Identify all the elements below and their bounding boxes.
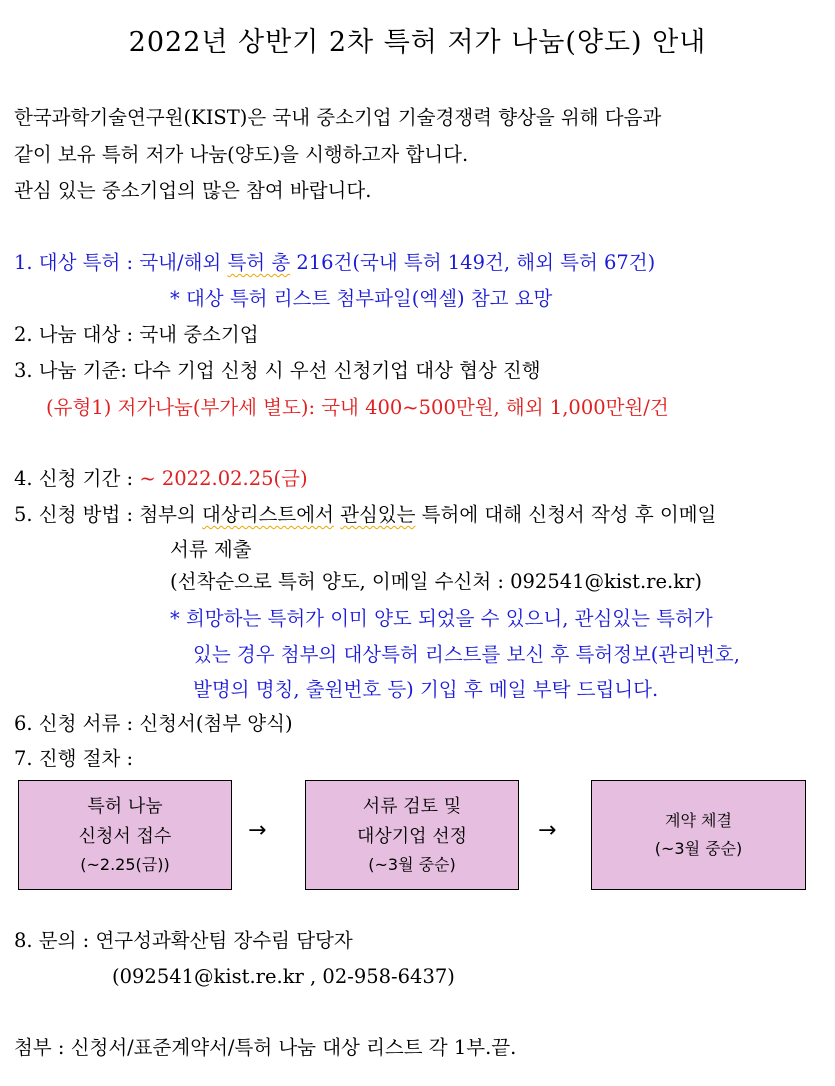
intro-line-2: 같이 보유 특허 저가 나눔(양도)을 시행하고자 합니다. (14, 143, 469, 166)
item-6-documents: 6. 신청 서류 : 신청서(첨부 양식) (14, 712, 293, 735)
item-3-share-criteria: 3. 나눔 기준: 다수 기업 신청 시 우선 신청기업 대상 협상 진행 (14, 359, 541, 382)
item-4-date: ~ 2022.02.25(금) (139, 467, 308, 490)
item-3-type-1: (유형1) 저가나눔(부가세 별도): 국내 400~500만원, 해외 1,000만원/건 (46, 396, 669, 419)
item-1-spellcheck-text: 특허 총 (227, 251, 291, 274)
item-8-contact: 8. 문의 : 연구성과확산팀 장수림 담당자 (14, 929, 353, 952)
item-1-label: 1. 대상 특허 : (14, 251, 140, 274)
document-title: 2022년 상반기 2차 특허 저가 나눔(양도) 안내 (128, 27, 707, 58)
item-5-text-c: 특허에 대해 신청서 작성 후 이메일 (415, 503, 717, 526)
item-5-line-2: 서류 제출 (170, 538, 252, 561)
item-5-note-3: 발명의 명칭, 출원번호 등) 기입 후 메일 부탁 드립니다. (193, 678, 659, 701)
item-1-text-b: 216건(국내 특허 149건, 해외 특허 67건) (290, 251, 656, 274)
step-2-line-1: 서류 검토 및 (362, 796, 462, 817)
item-5-note-1: * 희망하는 특허가 이미 양도 되었을 수 있으니, 관심있는 특허가 (170, 607, 713, 630)
attachment-note: 첨부 : 신청서/표준계약서/특허 나눔 대상 리스트 각 1부.끝. (14, 1036, 517, 1059)
intro-line-3: 관심 있는 중소기업의 많은 참여 바랍니다. (14, 179, 372, 202)
item-1-text-a: 국내/해외 (139, 251, 228, 274)
intro-line-1: 한국과학기술연구원(KIST)은 국내 중소기업 기술경쟁력 향상을 위해 다음과 (14, 106, 662, 129)
item-4-application-period (14, 466, 308, 492)
item-5-note-2: 있는 경우 첨부의 대상특허 리스트를 보신 후 특허정보(관리번호, (193, 643, 740, 666)
step-2-line-2: 대상기업 선정 (356, 826, 468, 847)
item-2-share-target: 2. 나눔 대상 : 국내 중소기업 (14, 323, 259, 346)
step-1-line-1: 특허 나눔 (87, 796, 163, 817)
step-1-line-3: (~2.25(금)) (80, 855, 170, 874)
item-5-line-3: (선착순으로 특허 양도, 이메일 수신처 : 092541@kist.re.kr) (170, 570, 702, 593)
item-7-procedure: 7. 진행 절차 : (14, 747, 134, 770)
step-box-1 (18, 780, 232, 890)
item-1-target-patents (14, 250, 655, 276)
item-5-text-a: 첨부의 (139, 503, 203, 526)
item-5-spellcheck-2: 관심있는 (340, 503, 416, 526)
step-2-line-3: (~3월 중순) (368, 855, 456, 874)
item-5-spellcheck-1: 대상리스트에서 (202, 503, 334, 526)
item-8-contact-info: (092541@kist.re.kr , 02-958-6437) (112, 965, 455, 988)
item-5-application-method (14, 502, 716, 528)
arrow-right-icon: → (538, 818, 557, 843)
step-3-line-1: 계약 체결 (665, 811, 732, 830)
step-1-line-2: 신청서 접수 (78, 826, 172, 847)
arrow-right-icon: → (248, 818, 267, 843)
item-1-note: * 대상 특허 리스트 첨부파일(엑셀) 참고 요망 (170, 287, 553, 310)
step-box-2 (305, 780, 519, 890)
item-5-label: 5. 신청 방법 : (14, 503, 140, 526)
step-box-3 (591, 780, 806, 890)
item-4-label: 4. 신청 기간 : (14, 467, 140, 490)
step-3-line-2: (~3월 중순) (654, 839, 743, 858)
